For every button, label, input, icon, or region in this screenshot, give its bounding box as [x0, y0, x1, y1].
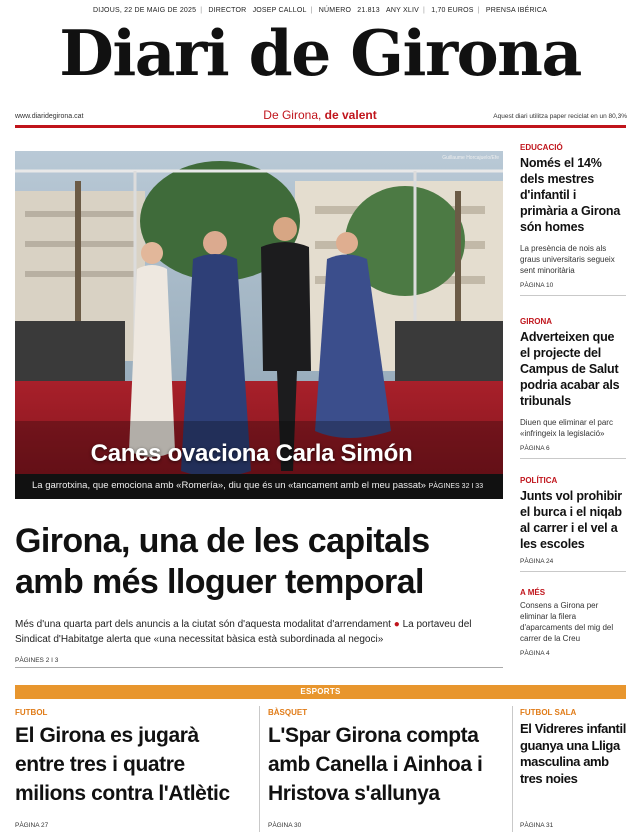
sidebar-headline: Adverteixen que el projecte del Campus de Salut podria acabar als tribunals — [520, 330, 620, 408]
sidebar-deck: Diuen que eliminar el parc «infringeix la legislació» — [520, 418, 613, 438]
main-deck-2: La portaveu del Sindicat d'Habitatge alerta que «una necessitat bàsica està subordinada al negoci» — [15, 619, 472, 645]
column-divider — [512, 706, 513, 832]
sidebar-section: POLÍTICA — [520, 476, 558, 485]
sidebar-story-a-mes[interactable] — [520, 588, 626, 663]
year-label: ANY XLIV — [386, 7, 420, 14]
issue-number: 21.813 — [357, 7, 380, 14]
sports-page: PÀGINA 30 — [268, 822, 302, 829]
sidebar-section: A MÉS — [520, 588, 546, 597]
website-url[interactable]: www.diaridegirona.cat — [15, 113, 84, 120]
edition-info-line: DIJOUS, 22 DE MAIG DE 2025 | DIRECTOR JOSEP CALLOL | NÚMERO 21.813 ANY XLIV | 1,70 EUROS | PRENSA IBÉRICA — [92, 7, 548, 14]
hero-caption — [15, 474, 503, 499]
sports-section: FUTBOL — [15, 708, 48, 717]
sidebar-story-politica[interactable] — [520, 476, 626, 572]
hero-pages: PÀGINES 32 I 33 — [428, 483, 484, 490]
main-headline[interactable] — [15, 521, 505, 603]
slogan-plain: De Girona, — [263, 108, 322, 122]
sidebar-section: EDUCACIÓ — [520, 143, 563, 152]
sports-story-futbol-sala[interactable] — [520, 708, 626, 829]
sidebar-page: PÀGINA 4 — [520, 650, 550, 657]
sidebar-section: GIRONA — [520, 317, 552, 326]
sidebar-headline: Només el 14% dels mestres d'infantil i primària a Girona són homes — [520, 156, 621, 234]
main-deck-1: Més d'una quarta part dels anuncis a la ciutat són d'aquesta modalitat d'arrendament — [15, 619, 391, 630]
price: 1,70 EUROS — [431, 7, 474, 14]
sidebar-deck: Consens a Girona per eliminar la filera d'aparcaments del mig del carrer de la Creu — [520, 601, 614, 643]
sidebar-page: PÀGINA 6 — [520, 445, 626, 459]
bullet-dot-icon: ● — [393, 619, 400, 630]
sports-headline: El Vidreres infantil guanya una Lliga masculina amb tres noies — [520, 721, 626, 786]
recycled-paper-note: Aquest diari utilitza paper reciclat en un 80,3% — [493, 113, 627, 120]
main-headline-line-1: Girona, una de les capitals — [15, 522, 430, 560]
hero-headline[interactable]: Canes ovaciona Carla Simón — [90, 440, 413, 467]
slogan-bold: de valent — [324, 108, 377, 122]
sidebar-headline: Junts vol prohibir el burca i el niqab al carrer i el vel a les escoles — [520, 489, 622, 551]
sports-page: PÀGINA 31 — [520, 822, 554, 829]
sidebar-story-girona[interactable] — [520, 317, 626, 459]
sidebar-page: PÀGINA 10 — [520, 282, 626, 296]
publisher: PRENSA IBÉRICA — [485, 7, 548, 14]
sports-story-futbol[interactable] — [15, 708, 251, 829]
column-divider — [259, 706, 260, 832]
sports-story-basquet[interactable] — [268, 708, 506, 829]
sports-section-bar: ESPORTS — [15, 685, 626, 699]
director-name: JOSEP CALLOL — [252, 7, 307, 14]
sidebar-deck: La presència de nois als graus universitaris segueix sent minoritària — [520, 244, 615, 275]
edition-date: DIJOUS, 22 DE MAIG DE 2025 — [92, 7, 197, 14]
sidebar-page: PÀGINA 24 — [520, 558, 626, 572]
sports-headline: El Girona es jugarà entre tres i quatre milions contra l'Atlètic — [15, 724, 230, 805]
main-divider — [15, 667, 503, 668]
director-label: DIRECTOR — [208, 7, 247, 14]
main-pages: PÀGINES 2 I 3 — [15, 657, 59, 664]
sidebar-story-educacio[interactable] — [520, 143, 626, 296]
sports-section: BÀSQUET — [268, 708, 308, 717]
photo-credit: Guillaume Horcajuelo/Efe — [442, 155, 499, 161]
hero-caption-text: La garrotxina, que emociona amb «Romería», diu que és un «tancament amb el meu passat» — [32, 480, 426, 491]
main-headline-line-2: amb més lloguer temporal — [15, 563, 424, 601]
sports-page: PÀGINA 27 — [15, 822, 49, 829]
sports-headline: L'Spar Girona compta amb Canella i Ainhoa i Hristova s'allunya — [268, 724, 483, 805]
issue-label: NÚMERO — [318, 7, 352, 14]
main-deck — [15, 617, 505, 647]
masthead-logo: Diari de Girona — [59, 16, 581, 90]
sports-section: FUTBOL SALA — [520, 708, 577, 717]
masthead-divider — [15, 125, 626, 128]
